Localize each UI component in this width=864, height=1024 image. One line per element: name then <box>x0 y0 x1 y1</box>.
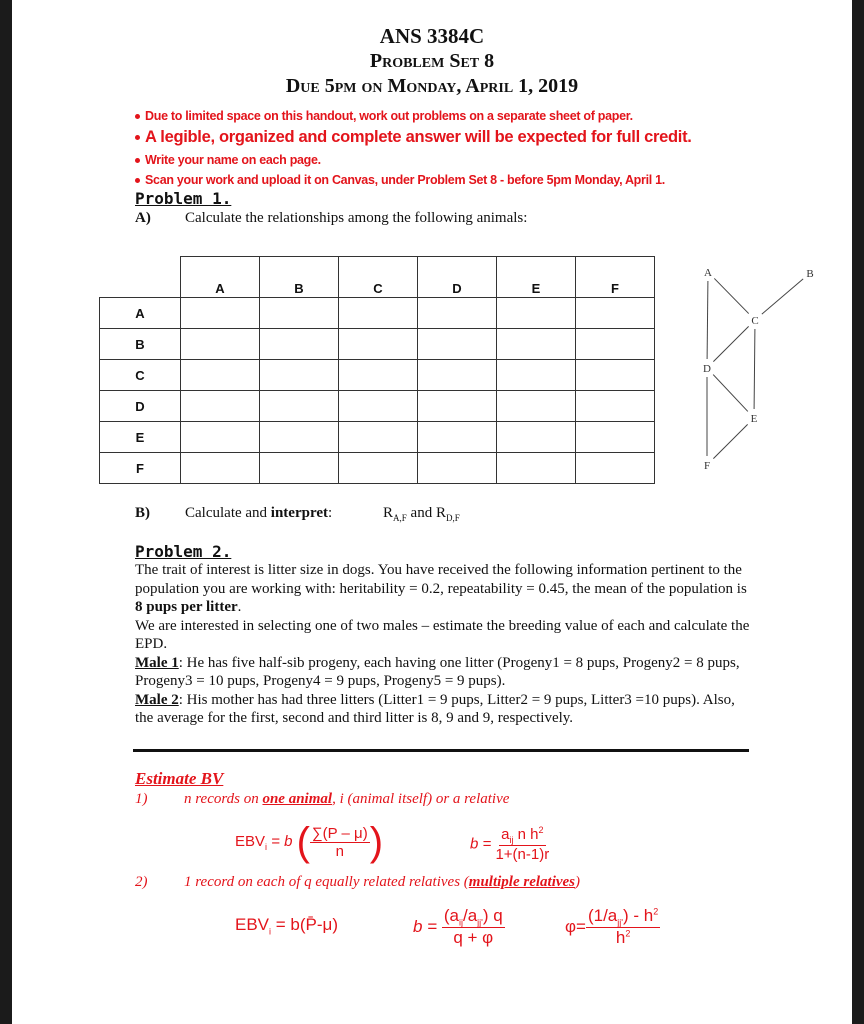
part-b-bold: interpret <box>270 505 328 521</box>
table-cell <box>497 360 576 391</box>
f-sub: i <box>269 926 272 937</box>
pedigree-edge <box>714 278 748 313</box>
f-text: EBV <box>235 915 270 934</box>
formula-b-2 <box>413 906 505 948</box>
f-text: h <box>615 928 626 948</box>
f-den: q + φ <box>453 928 494 948</box>
part-a-label: A) <box>135 210 151 226</box>
row-header: D <box>100 391 181 422</box>
table-cell <box>497 298 576 329</box>
item2-number: 2) <box>135 874 148 890</box>
table-cell <box>497 391 576 422</box>
note-text: Write your name on each page. <box>145 153 321 167</box>
part-b-quantities <box>383 505 460 523</box>
pedigree-edge <box>713 375 748 412</box>
table-cell <box>576 329 655 360</box>
r-symbol: R <box>383 505 394 521</box>
r-subscript: A,F <box>393 513 407 523</box>
note-2 <box>135 128 692 147</box>
table-cell <box>339 453 418 484</box>
and-text: and <box>406 505 436 521</box>
f-num <box>586 906 660 928</box>
pedigree-edge <box>713 424 747 458</box>
pedigree-node: D <box>703 363 711 375</box>
pedigree-node: E <box>750 413 758 425</box>
male1-para <box>135 654 755 691</box>
pedigree-edge <box>707 281 708 359</box>
problem2-para-1 <box>135 561 755 617</box>
row-header: C <box>100 360 181 391</box>
table-cell <box>497 422 576 453</box>
male2-label: Male 2 <box>135 691 179 708</box>
bullet-icon <box>135 158 140 163</box>
row-header: A <box>100 298 181 329</box>
pedigree-edge <box>713 326 748 361</box>
f-sub: i <box>265 842 268 852</box>
note-1 <box>135 109 633 123</box>
pedigree-edge <box>762 279 803 314</box>
pedigree-node: F <box>703 460 711 472</box>
problem2-body <box>135 561 755 728</box>
table-cell <box>418 422 497 453</box>
f-text: (a <box>443 906 459 925</box>
para-bold: 8 pups per litter <box>135 599 238 615</box>
part-b-label: B) <box>135 505 150 521</box>
table-cell <box>576 453 655 484</box>
item-text: ) <box>575 874 581 890</box>
table-cell <box>181 453 260 484</box>
table-cell <box>418 360 497 391</box>
f-lhs: b = <box>413 917 438 937</box>
table-cell <box>418 329 497 360</box>
f-den: 1+(n-1)r <box>495 846 550 863</box>
row-header: E <box>100 422 181 453</box>
formula-b-1 <box>470 825 549 863</box>
male1-text: : He has five half-sib progeny, each having one litter (Progeny1 = 8 pups, Progeny2 = 8 pups, Progeny3 = 10 pups, Progeny4 = 9 pups, Progeny5 = 9 pups). <box>135 654 740 689</box>
table-row <box>100 453 655 484</box>
table-cell <box>497 329 576 360</box>
section-divider <box>133 749 749 752</box>
formula-ebv-1 <box>235 820 383 865</box>
f-lhs: φ= <box>565 917 586 937</box>
course-title: ANS 3384C <box>379 24 485 48</box>
f-text: = b <box>267 833 293 850</box>
f-text: (1/a <box>587 906 618 925</box>
para-end: . <box>237 599 242 615</box>
table-cell <box>260 298 339 329</box>
f-num <box>499 825 545 846</box>
paren-right-icon: ) <box>369 820 384 864</box>
formula-ebv-2 <box>235 915 338 936</box>
f-sup: 2 <box>538 825 544 835</box>
table-cell <box>260 453 339 484</box>
item-text: 1 record on each of q equally related relatives ( <box>184 874 469 890</box>
table-cell <box>339 329 418 360</box>
table-row <box>100 360 655 391</box>
table-cell <box>260 329 339 360</box>
male1-label: Male 1 <box>135 654 179 671</box>
part-b-text <box>185 505 332 522</box>
table-cell <box>339 422 418 453</box>
note-4 <box>135 173 665 187</box>
formula-phi <box>565 906 660 948</box>
part-a-text: Calculate the relationships among the following animals: <box>185 210 528 226</box>
f-text: n h <box>513 826 539 843</box>
bullet-icon <box>135 135 140 140</box>
f-sup: 2 <box>653 906 659 917</box>
f-sub: jj' <box>617 917 623 928</box>
f-text: EBV <box>235 833 266 850</box>
note-3 <box>135 153 321 167</box>
table-cell <box>181 329 260 360</box>
paren-left-icon: ( <box>296 820 310 864</box>
table-cell <box>260 422 339 453</box>
table-cell <box>576 360 655 391</box>
bullet-icon <box>135 114 140 119</box>
note-text: Scan your work and upload it on Canvas, under Problem Set 8 - before 5pm Monday, April 1. <box>145 173 665 187</box>
f-den: n <box>335 843 344 860</box>
f-text: ) q <box>482 906 503 925</box>
col-header: A <box>181 257 260 298</box>
f-den <box>616 928 630 948</box>
r-symbol: R <box>435 505 446 521</box>
table-cell <box>576 298 655 329</box>
f-sub: ij <box>509 835 514 845</box>
problem2-heading: Problem 2. <box>135 542 232 561</box>
problem-set-title: Problem Set 8 <box>369 50 495 72</box>
col-header: B <box>260 257 339 298</box>
item-text: , i (animal itself) or a relative <box>332 791 510 807</box>
table-cell <box>181 422 260 453</box>
male2-para <box>135 691 755 728</box>
table-cell <box>418 391 497 422</box>
row-header: B <box>100 329 181 360</box>
col-header: C <box>339 257 418 298</box>
part-b-plain: Calculate and <box>185 505 271 521</box>
table-row <box>100 298 655 329</box>
f-fraction <box>442 906 505 948</box>
f-fraction <box>586 906 660 948</box>
problem2-para-2: We are interested in selecting one of two males – estimate the breeding value of each and calculate the EPD. <box>135 617 750 652</box>
note-text: A legible, organized and complete answer will be expected for full credit. <box>145 128 692 146</box>
bullet-icon <box>135 178 140 183</box>
table-row <box>100 391 655 422</box>
pedigree-node: B <box>806 268 814 280</box>
pedigree-edge <box>754 329 755 409</box>
item1-number: 1) <box>135 791 148 807</box>
table-cell <box>497 453 576 484</box>
note-text: Due to limited space on this handout, work out problems on a separate sheet of paper. <box>145 109 633 123</box>
table-cell <box>418 453 497 484</box>
r-subscript: D,F <box>445 513 460 523</box>
f-text: = b(P̄-μ) <box>271 915 338 934</box>
f-lhs <box>235 833 292 850</box>
f-sup: 2 <box>625 928 631 939</box>
table-cell <box>339 360 418 391</box>
table-cell <box>260 360 339 391</box>
f-fraction <box>495 825 549 863</box>
corner-cell <box>100 257 181 298</box>
estimate-bv-heading: Estimate BV <box>135 769 224 788</box>
col-header: E <box>497 257 576 298</box>
pedigree-diagram <box>690 260 830 480</box>
f-text: a <box>501 826 510 843</box>
col-header: D <box>418 257 497 298</box>
pedigree-node: A <box>704 267 712 279</box>
table-cell <box>576 391 655 422</box>
f-lhs: b = <box>470 835 492 853</box>
table-cell <box>576 422 655 453</box>
due-date: Due 5pm on Monday, April 1, 2019 <box>285 75 579 97</box>
f-text: /a <box>462 906 478 925</box>
f-num: ∑(P – μ) <box>311 825 368 842</box>
colon: : <box>328 505 333 521</box>
item2-text <box>184 874 580 891</box>
male2-text: : His mother has had three litters (Litter1 = 9 pups, Litter2 = 9 pups, Litter3 =10 pups). Also, the average for the first, second and third litter is 8, 9 and 9, respectively. <box>135 691 735 726</box>
table-row <box>100 422 655 453</box>
item-emphasis: multiple relatives <box>468 874 576 890</box>
table-cell <box>418 298 497 329</box>
table-header-row <box>100 257 655 298</box>
row-header: F <box>100 453 181 484</box>
item1-text <box>184 791 509 808</box>
f-sub: ij <box>458 917 463 928</box>
pedigree-node: C <box>751 315 759 327</box>
f-num <box>442 906 505 928</box>
table-cell <box>339 298 418 329</box>
table-cell <box>181 298 260 329</box>
f-sub: jj' <box>477 917 483 928</box>
f-text: ) - h <box>622 906 654 925</box>
problem1-heading: Problem 1. <box>135 189 232 208</box>
col-header: F <box>576 257 655 298</box>
table-cell <box>181 360 260 391</box>
table-cell <box>181 391 260 422</box>
item-text: n records on <box>184 791 263 807</box>
table-cell <box>339 391 418 422</box>
table-cell <box>260 391 339 422</box>
f-fraction <box>310 825 370 860</box>
table-row <box>100 329 655 360</box>
relationship-table <box>99 256 655 484</box>
para-text: The trait of interest is litter size in dogs. You have received the following information pertinent to the population you are working with: heritability = 0.2, repeatability = 0.45, the mean of the population is <box>135 562 747 597</box>
item-emphasis: one animal <box>262 791 333 807</box>
